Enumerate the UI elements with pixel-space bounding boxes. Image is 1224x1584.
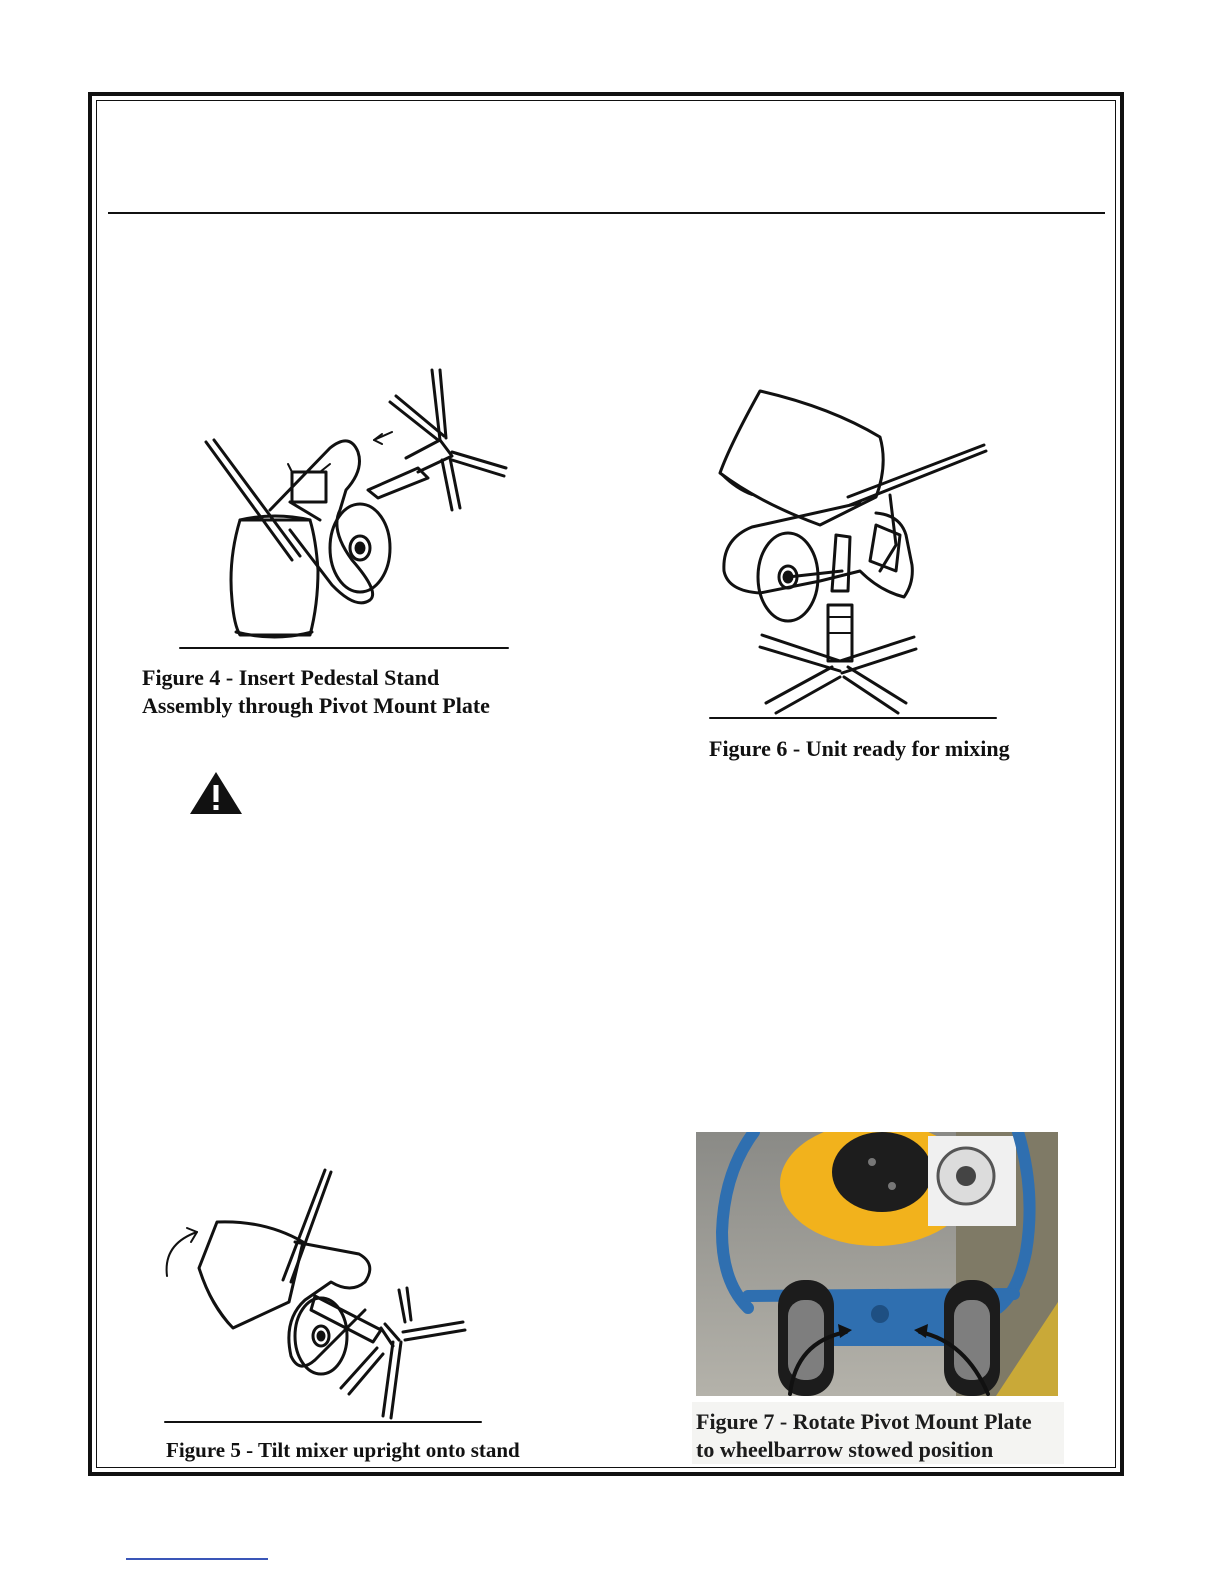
figure-7-caption xyxy=(696,1408,1032,1464)
figure-6-caption: Figure 6 - Unit ready for mixing xyxy=(709,736,1010,761)
figure-7-photo xyxy=(696,1132,1058,1396)
figure-7-caption-line-2: to wheelbarrow stowed position xyxy=(696,1437,994,1462)
figure-5-caption: Figure 5 - Tilt mixer upright onto stand xyxy=(166,1438,520,1462)
footer-link-underline[interactable] xyxy=(126,1558,268,1560)
header-rule xyxy=(108,212,1105,214)
figure-4-caption-line-1: Figure 4 - Insert Pedestal Stand xyxy=(142,665,440,690)
figure-7-photo-render xyxy=(696,1132,1058,1396)
figure-4-caption-line-2: Assembly through Pivot Mount Plate xyxy=(142,693,490,718)
figure-7-caption-line-1: Figure 7 - Rotate Pivot Mount Plate xyxy=(696,1409,1032,1434)
warning-triangle-icon xyxy=(188,770,244,816)
figure-6-illustration xyxy=(700,385,1010,723)
figure-4-caption xyxy=(142,664,490,720)
figure-4-illustration xyxy=(170,360,520,655)
figure-5-illustration xyxy=(155,1160,495,1428)
